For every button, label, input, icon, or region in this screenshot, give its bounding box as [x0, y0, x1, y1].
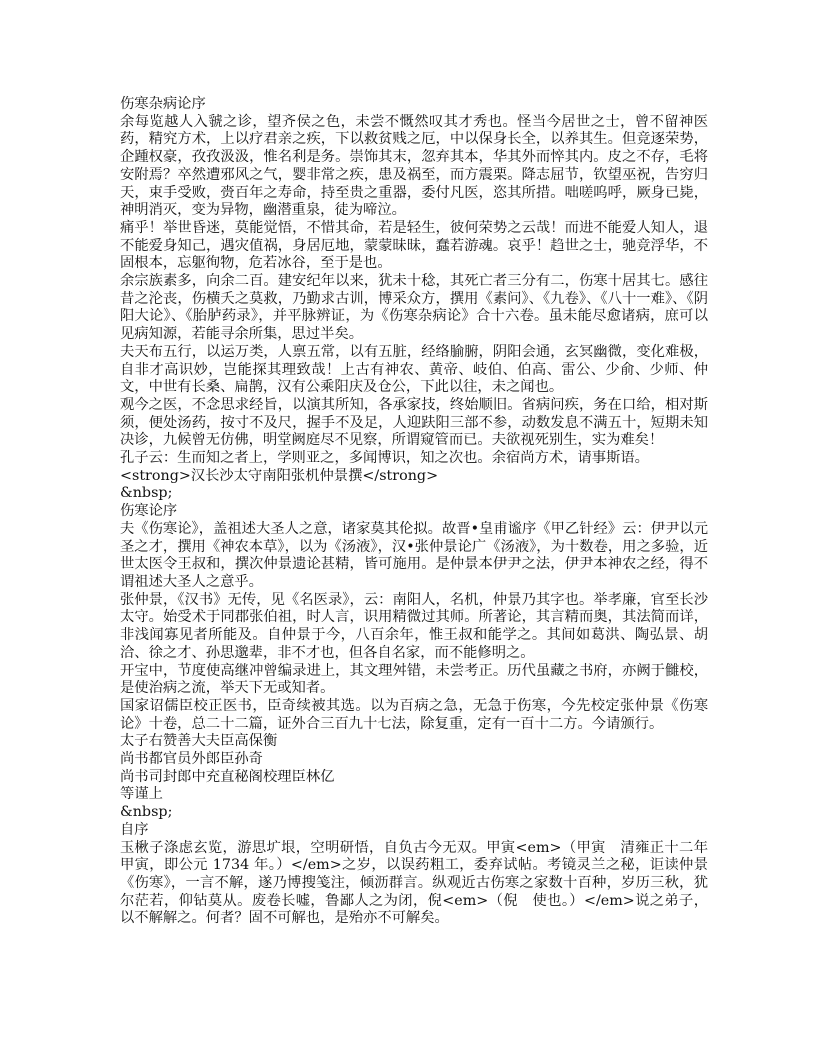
- paragraph: 观今之医，不念思求经旨，以演其所知，各承家技，终始顺旧。省病问疾，务在口给，相对斯须，便处汤药，按寸不及尺，握手不及足，人迎趺阳三部不参，动数发息不满五十，短期未知决诊，九候曾无仿佛，明堂阙庭尽不见察，所谓窥管而已。夫欲视死别生，实为难矣！: [120, 396, 708, 449]
- paragraph: 夫《伤寒论》，盖祖述大圣人之意，诸家莫其伦拟。故晋•皇甫谧序《甲乙针经》云：伊尹以元圣之才，撰用《神农本草》，以为《汤液》，汉•张仲景论广《汤液》，为十数卷，用之多验，近世太医令王叔和，撰次仲景遗论甚精，皆可施用。是仲景本伊尹之法，伊尹本神农之经，得不谓祖述大圣人之意乎。: [120, 520, 708, 590]
- paragraph: 余每览越人入虢之诊，望齐侯之色，未尝不慨然叹其才秀也。怪当今居世之士，曾不留神医药，精究方术，上以疗君亲之疾，下以救贫贱之厄，中以保身长全，以养其生。但竞逐荣势，企踵权豪，孜孜汲汲，惟名利是务。崇饰其末，忽弃其本，华其外而悴其内。皮之不存，毛将安附焉？卒然遭邪风之气，婴非常之疾，患及祸至，而方震栗。降志屈节，钦望巫祝，告穷归天，束手受败，赍百年之寿命，持至贵之重器，委付凡医，恣其所措。咄嗟呜呼，厥身已毙，神明消灭，变为异物，幽潜重泉，徒为啼泣。: [120, 113, 708, 219]
- nbsp-line: &nbsp;: [120, 485, 173, 502]
- paragraph: 孔子云：生而知之者上，学则亚之，多闻博识，知之次也。余宿尚方术，请事斯语。: [120, 450, 649, 467]
- section-title-shanghan-zabing-lun-xu: 伤寒杂病论序: [120, 96, 206, 112]
- section-title-zixu: 自序: [120, 821, 149, 838]
- signatory-line: 尚书都官员外郎臣孙奇: [120, 751, 263, 768]
- paragraph: 国家诏儒臣校正医书，臣奇续被其选。以为百病之急，无急于伤寒，今先校定张仲景《伤寒论》十卷，总二十二篇，证外合三百九十七法，除复重，定有一百十二方。今请颁行。: [120, 697, 708, 732]
- signatory-line: 太子右赞善大夫臣高保衡: [120, 733, 278, 750]
- document-body: [120, 96, 708, 928]
- nbsp-line: &nbsp;: [120, 804, 173, 821]
- paragraph: 痛乎！举世昏迷，莫能觉悟，不惜其命，若是轻生，彼何荣势之云哉！而进不能爱人知人，退不能爱身知己，遇灾值祸，身居厄地，蒙蒙昧昧，蠢若游魂。哀乎！趋世之士，驰竞浮华，不固根本，忘躯徇物，危若冰谷，至于是也。: [120, 219, 708, 272]
- paragraph: 夫天布五行，以运万类，人禀五常，以有五脏，经络腧腑，阴阳会通，玄冥幽微，变化难极，自非才高识妙，岂能探其理致哉！上古有神农、黄帝、岐伯、伯高、雷公、少俞、少师、仲文，中世有长桑、扁鹊，汉有公乘阳庆及仓公，下此以往，未之闻也。: [120, 343, 708, 396]
- paragraph: 玉楸子涤虑玄览，游思圹垠，空明研悟，自负古今无双。甲寅<em>（甲寅 清雍正十二年甲寅，即公元 1734 年。）</em>之岁，以误药粗工，委弃试帖。考镜灵兰之秘，讵读仲景《伤寒》，一言不解，遂乃博搜笺注，倾沥群言。纵观近古伤寒之家数十百种，岁历三秋，犹尔茫若，仰钻莫从。废卷长嘘，鲁鄙人之为闭，倪<em>（倪 使也。）</em>说之弟子，以不解解之。何者？固不可解也，是殆亦不可解矣。: [120, 839, 708, 927]
- author-line-raw-html: <strong>汉长沙太守南阳张机仲景撰</strong>: [120, 467, 439, 484]
- paragraph: 张仲景，《汉书》无传，见《名医录》，云：南阳人，名机，仲景乃其字也。举孝廉，官至长沙太守。始受术于同郡张伯祖，时人言，识用精微过其师。所著论，其言精而奥，其法简而详，非浅闻寡见者所能及。自仲景于今，八百余年，惟王叔和能学之。其间如葛洪、陶弘景、胡洽、徐之才、孙思邈辈，非不才也，但各自名家，而不能修明之。: [120, 591, 708, 661]
- paragraph: 余宗族素多，向余二百。建安纪年以来，犹未十稔，其死亡者三分有二，伤寒十居其七。感往昔之沦丧，伤横夭之莫救，乃勤求古训，博采众方，撰用《素问》、《九卷》、《八十一难》、《阴阳大论》、《胎胪药录》，并平脉辨证，为《伤寒杂病论》合十六卷。虽未能尽愈诸病，庶可以见病知源，若能寻余所集，思过半矣。: [120, 273, 708, 343]
- paragraph: 开宝中，节度使高继冲曾编录进上，其文理舛错，未尝考正。历代虽藏之书府，亦阙于雠校，是使治病之流，举天下无或知者。: [120, 662, 708, 697]
- signatory-line: 尚书司封郎中充直秘阁校理臣林亿: [120, 768, 335, 785]
- section-title-shanghan-lun-xu: 伤寒论序: [120, 503, 178, 520]
- signatory-closing: 等谨上: [120, 786, 163, 803]
